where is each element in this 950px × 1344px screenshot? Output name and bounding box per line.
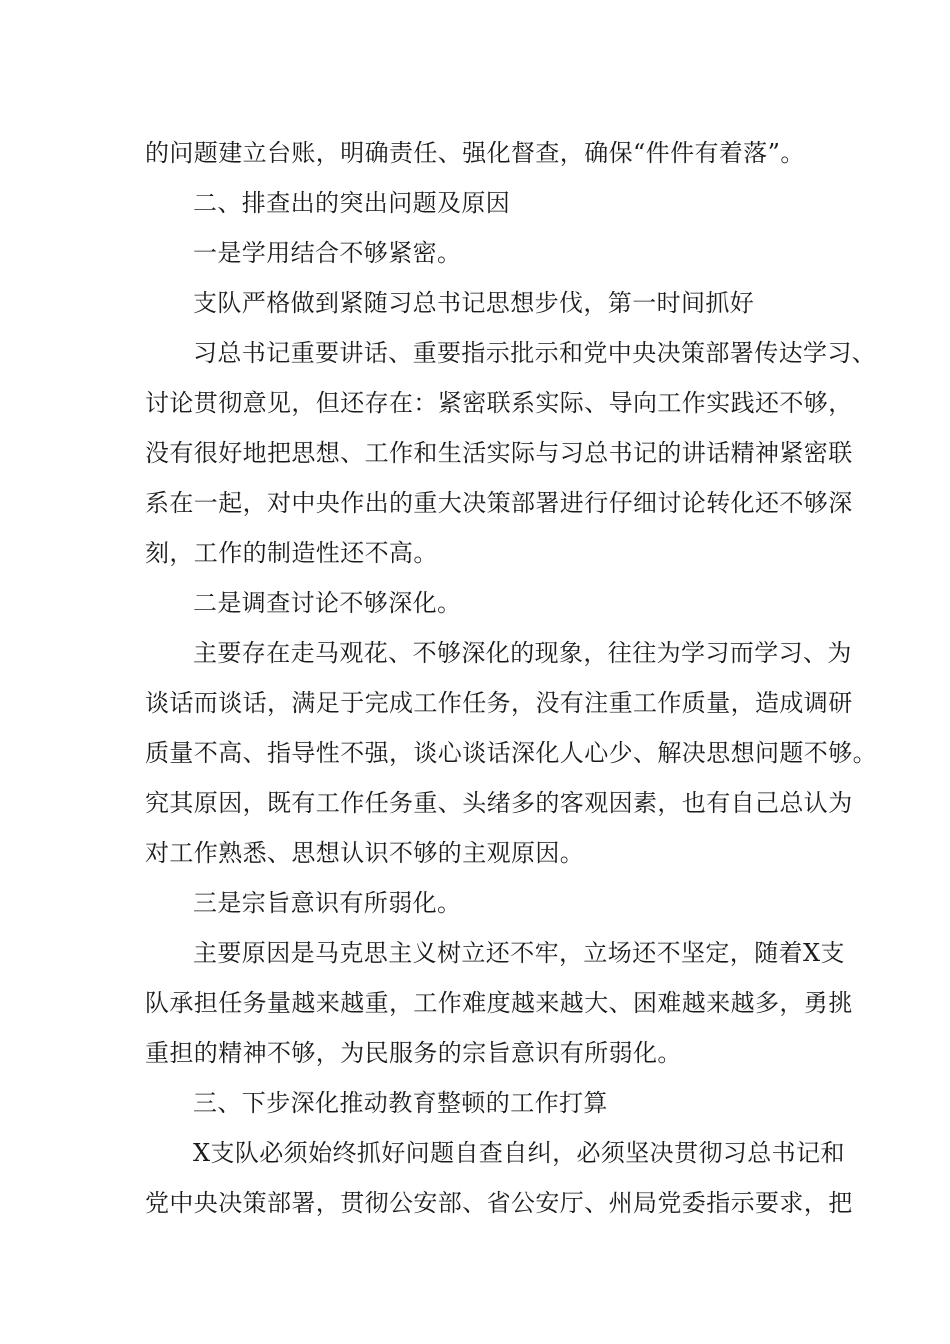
subheading: 三是宗旨意识有所弱化。 xyxy=(193,889,462,917)
subheading: 一是学用结合不够紧密。 xyxy=(193,239,462,267)
paragraph-line: 刻，工作的制造性还不高。 xyxy=(145,539,438,567)
paragraph-line: 重担的精神不够，为民服务的宗旨意识有所弱化。 xyxy=(145,1039,682,1067)
document-body xyxy=(145,128,877,1228)
paragraph-line: 主要存在走马观花、不够深化的现象，往往为学习而学习、为 xyxy=(193,639,852,667)
paragraph-line: X支队必须始终抓好问题自查自纠，必须坚决贯彻习总书记和 xyxy=(193,1139,845,1167)
paragraph-line: 讨论贯彻意见，但还存在：紧密联系实际、导向工作实践还不够， xyxy=(145,389,853,417)
paragraph-line: 支队严格做到紧随习总书记思想步伐，第一时间抓好 xyxy=(193,289,755,317)
paragraph-line: 主要原因是马克思主义树立还不牢，立场还不坚定，随着X支 xyxy=(193,939,845,967)
paragraph-line: 的问题建立台账，明确责任、强化督查，确保“件件有着落”。 xyxy=(145,139,805,167)
paragraph-line: 质量不高、指导性不强，谈心谈话深化人心少、解决思想问题不够。 xyxy=(145,739,877,767)
section-heading: 二、排查出的突出问题及原因 xyxy=(193,189,511,217)
paragraph-line: 谈话而谈话，满足于完成工作任务，没有注重工作质量，造成调研 xyxy=(145,689,853,717)
paragraph-line: 究其原因，既有工作任务重、头绪多的客观因素，也有自己总认为 xyxy=(145,789,853,817)
paragraph-line: 队承担任务量越来越重，工作难度越来越大、困难越来越多，勇挑 xyxy=(145,989,853,1017)
subheading: 二是调查讨论不够深化。 xyxy=(193,589,462,617)
paragraph-line: 对工作熟悉、思想认识不够的主观原因。 xyxy=(145,839,585,867)
section-heading: 三、下步深化推动教育整顿的工作打算 xyxy=(193,1089,608,1117)
paragraph-line: 党中央决策部署，贯彻公安部、省公安厅、州局党委指示要求，把 xyxy=(145,1189,853,1217)
paragraph-line: 系在一起，对中央作出的重大决策部署进行仔细讨论转化还不够深 xyxy=(145,489,853,517)
paragraph-line: 习总书记重要讲话、重要指示批示和党中央决策部署传达学习、 xyxy=(193,339,877,367)
paragraph-line: 没有很好地把思想、工作和生活实际与习总书记的讲话精神紧密联 xyxy=(145,439,853,467)
